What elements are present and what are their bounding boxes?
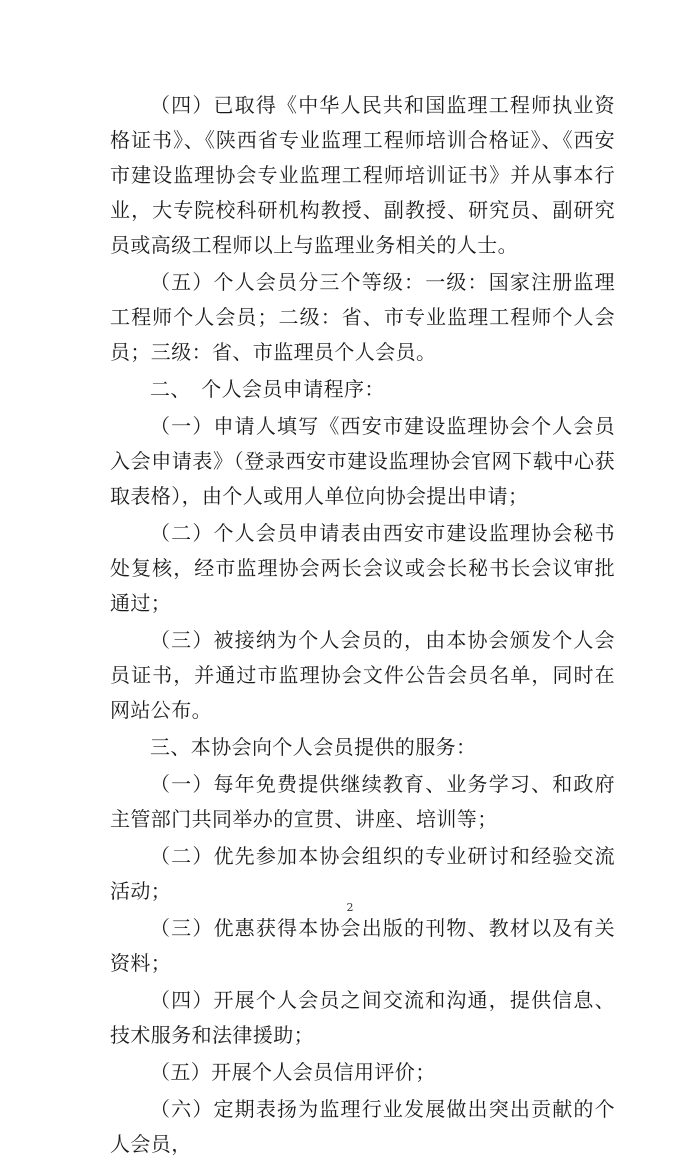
paragraph-procedure-2: （二）个人会员申请表由西安市建设监理协会秘书处复核，经市监理协会两长会议或会长秘书长会议审批通过； bbox=[110, 521, 615, 615]
section-heading-application-procedure: 二、 个人会员申请程序： bbox=[150, 377, 385, 401]
paragraph-membership-qualification-4: （四）已取得《中华人民共和国监理工程师执业资格证书》、《陕西省专业监理工程师培训合格证》、《西安市建设监理协会专业监理工程师培训证书》并从事本行业，大专院校科研机构教授、副教授、研究员、副研究员或高级工程师以上与监理业务相关的人士。 bbox=[110, 93, 615, 257]
paragraph-service-5: （五）开展个人会员信用评价； bbox=[150, 1060, 436, 1084]
paragraph-service-3: （三）优惠获得本协会出版的刊物、教材以及有关资料； bbox=[110, 916, 615, 975]
paragraph-service-2: （二）优先参加本协会组织的专业研讨和经验交流活动； bbox=[110, 844, 615, 903]
paragraph-service-4: （四）开展个人会员之间交流和沟通，提供信息、技术服务和法律援助； bbox=[110, 988, 615, 1047]
paragraph-service-1: （一）每年免费提供继续教育、业务学习、和政府主管部门共同举办的宣贯、讲座、培训等； bbox=[110, 772, 615, 831]
page-number: 2 bbox=[346, 901, 354, 914]
paragraph-membership-levels: （五）个人会员分三个等级：一级：国家注册监理工程师个人会员；二级：省、市专业监理工程师个人会员；三级：省、市监理员个人会员。 bbox=[110, 270, 615, 364]
paragraph-procedure-3: （三）被接纳为个人会员的，由本协会颁发个人会员证书，并通过市监理协会文件公告会员名单，同时在网站公布。 bbox=[110, 628, 615, 722]
section-heading-member-services: 三、本协会向个人会员提供的服务： bbox=[150, 735, 477, 759]
paragraph-service-6: （六）定期表扬为监理行业发展做出突出贡献的个人会员， bbox=[110, 1097, 615, 1156]
document-body bbox=[110, 88, 615, 1164]
paragraph-procedure-1: （一）申请人填写《西安市建设监理协会个人会员入会申请表》（登录西安市建设监理协会官网下载中心获取表格），由个人或用人单位向协会提出申请； bbox=[110, 414, 615, 508]
